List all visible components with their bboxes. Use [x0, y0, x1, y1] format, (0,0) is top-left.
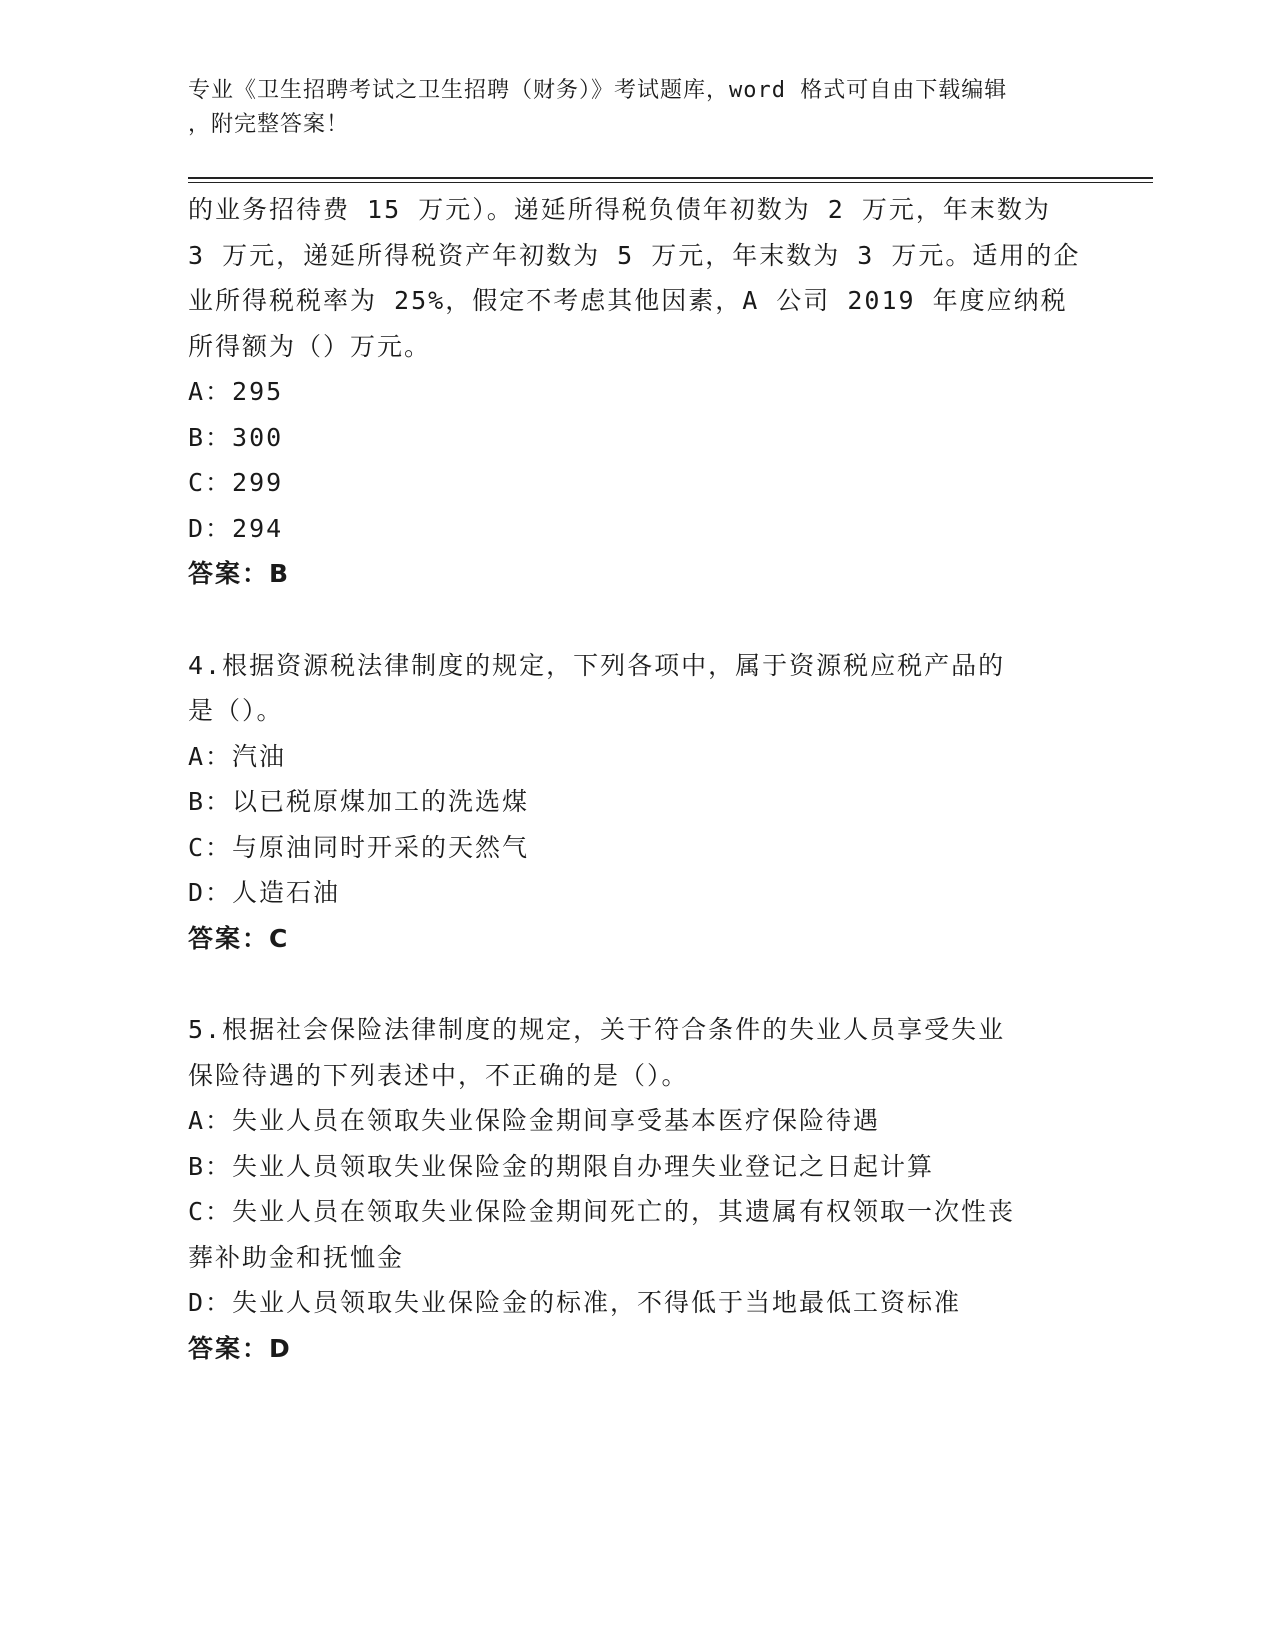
question-stem-line: 的业务招待费 15 万元）。递延所得税负债年初数为 2 万元，年末数为 [188, 195, 1051, 224]
answer-label: 答案：C [188, 923, 290, 953]
option-c: C：失业人员在领取失业保险金期间死亡的，其遗属有权领取一次性丧 [188, 1197, 1016, 1226]
question-content [188, 187, 1088, 1371]
option-b: B：以已税原煤加工的洗选煤 [188, 787, 530, 816]
option-a: A：汽油 [188, 741, 287, 771]
question-3-block [188, 187, 1088, 597]
question-spacer [188, 961, 1088, 1007]
header-title-line-continued: ，附完整答案！ [188, 112, 350, 137]
answer-label: 答案：D [188, 1333, 292, 1363]
option-a: A：295 [188, 377, 284, 406]
question-stem-line: 是（）。 [188, 696, 284, 725]
header-divider-thick [188, 177, 1153, 179]
header-title-line: 专业《卫生招聘考试之卫生招聘（财务）》考试题库，word 格式可自由下载编辑 [188, 78, 1008, 103]
option-d: D：失业人员领取失业保险金的标准，不得低于当地最低工资标准 [188, 1288, 962, 1317]
option-d: D：294 [188, 513, 284, 543]
option-a: A：失业人员在领取失业保险金期间享受基本医疗保险待遇 [188, 1106, 881, 1135]
option-b: B：失业人员领取失业保险金的期限自办理失业登记之日起计算 [188, 1151, 935, 1181]
question-stem-line: 3 万元，递延所得税资产年初数为 5 万元，年末数为 3 万元。适用的企 [188, 240, 1081, 270]
option-b: B：300 [188, 422, 284, 452]
document-header [188, 74, 1088, 142]
option-c: C：299 [188, 468, 284, 497]
question-stem-line: 保险待遇的下列表述中，不正确的是（）。 [188, 1060, 689, 1090]
question-stem-line: 5.根据社会保险法律制度的规定，关于符合条件的失业人员享受失业 [188, 1015, 1006, 1044]
option-c-continued: 葬补助金和抚恤金 [188, 1242, 405, 1272]
question-5-block [188, 1007, 1088, 1371]
question-stem-line: 业所得税税率为 25%，假定不考虑其他因素，A 公司 2019 年度应纳税 [188, 286, 1068, 315]
question-stem-line: 4.根据资源税法律制度的规定，下列各项中，属于资源税应税产品的 [188, 650, 1006, 680]
answer-label: 答案：B [188, 559, 291, 588]
option-d: D：人造石油 [188, 878, 341, 907]
question-4-block [188, 643, 1088, 962]
option-c: C：与原油同时开采的天然气 [188, 832, 530, 862]
question-spacer [188, 597, 1088, 643]
header-divider-thin [188, 182, 1153, 183]
question-stem-line: 所得额为（）万元。 [188, 331, 432, 361]
